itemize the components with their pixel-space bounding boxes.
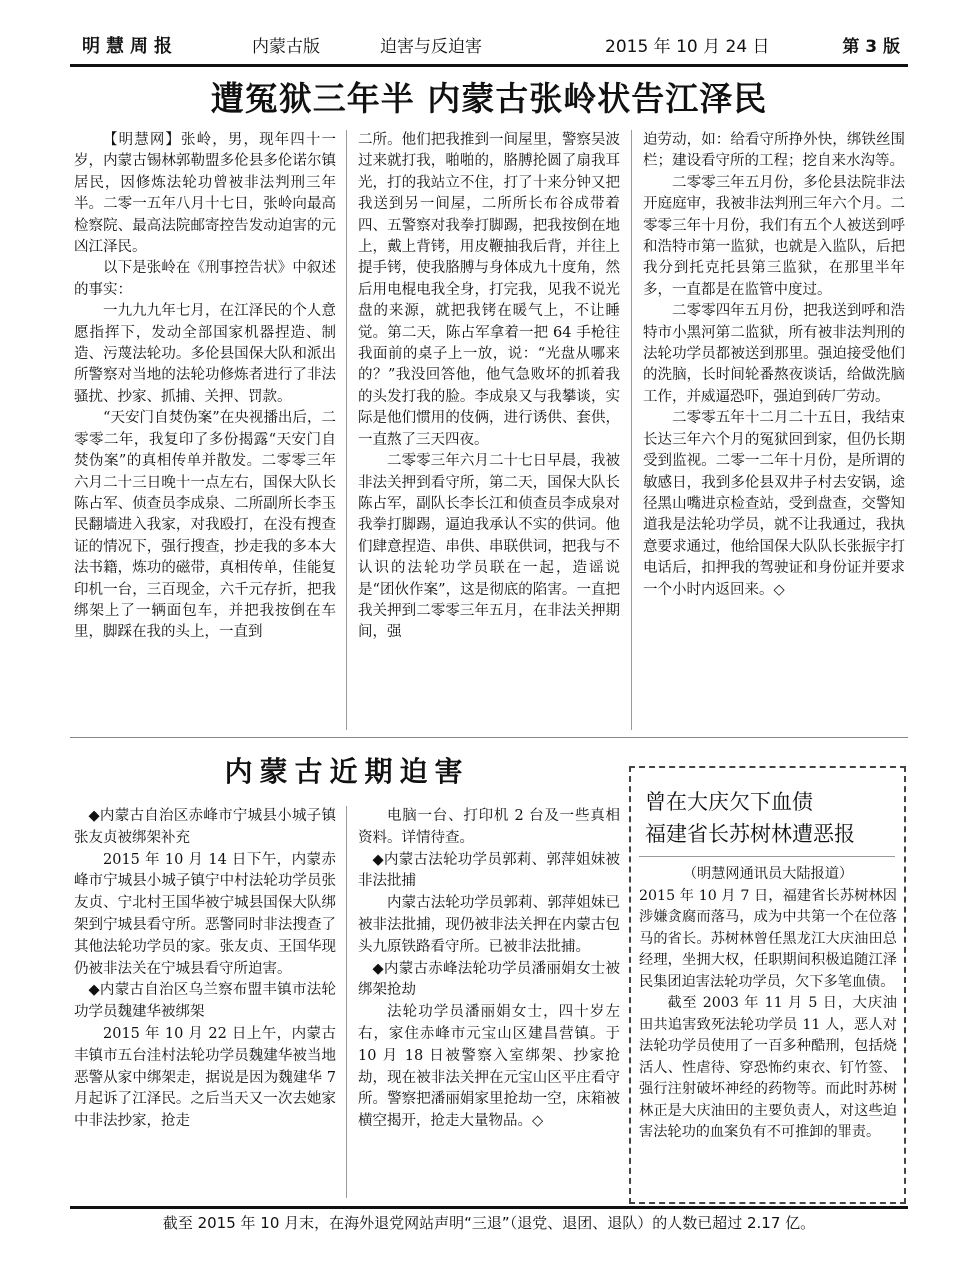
sidebar-source: （明慧网通讯员大陆报道） bbox=[682, 866, 854, 882]
section-divider bbox=[70, 737, 908, 738]
news-item-title: ◆内蒙古自治区赤峰市宁城县小城子镇张友贞被绑架补充 bbox=[74, 808, 336, 846]
sidebar-title bbox=[645, 786, 895, 850]
article-paragraph: 二零零五年十二月二十五日，我结束长达三年六个月的冤狱回到家，但仍长期受到监视。二零一二年十月份，是所谓的敏感日，我到多伦县双井子村去安锅，途径黑山嘴进京检查站，受到盘查，交警知道我是法轮功学员，就不让我通过，我执意要求通过，他给国保大队队长张振宇打电话后，扣押我的驾驶证和身份证并要求一个小时内返回来。◇ bbox=[643, 410, 905, 598]
sidebar-paragraph: 2015 年 10 月 7 日，福建省长苏树林因涉嫌贪腐而落马，成为中共第一个在位落马的省长。苏树林曾任黑龙江大庆油田总经理，坐拥大权，任职期间积极追随江泽民集团迫害法轮功学员，欠下多笔血债。 bbox=[639, 887, 897, 990]
news-item-title: ◆内蒙古法轮功学员郭莉、郭萍姐妹被非法批捕 bbox=[358, 851, 620, 890]
sidebar-box bbox=[629, 766, 906, 1204]
news-item-title: ◆内蒙古赤峰法轮功学员潘丽娟女士被绑架抢劫 bbox=[358, 960, 620, 999]
article-paragraph: 二所。他们把我推到一间屋里，警察吴波过来就打我，啪啪的，胳膊抡圆了扇我耳光，打的我站立不住，打了十来分钟又把我送到另一间屋，二所所长布谷成带着四、五警察对我拳打脚踢，把我按倒在地上，戴上背铐，用皮鞭抽我后背，并往上提手铐，使我胳膊与身体成九十度角，然后用电棍电我全身，打完我，见我不说光盘的来源，就把我铐在暖气上，不让睡觉。第二天，陈占军拿着一把 64 手枪往我面前的桌子上一放，说：“光盘从哪来的？”我没回答他，他气急败坏的抓着我的头发打我的脸。李成泉又与我攀谈，实际是他们惯用的伎俩，进行诱供、套供，一直熬了三天四夜。 bbox=[358, 132, 620, 448]
article-column-3 bbox=[643, 130, 905, 601]
article-paragraph: 二零零三年六月二十七日早晨，我被非法关押到看守所，第二天，国保大队长陈占军，副队长李长江和侦查员李成泉对我拳打脚踢，逼迫我承认不实的供词。他们肆意捏造、串供、串联供词，把我与不认识的法轮功学员联在一起，造谣说是“团伙作案”，这是彻底的陷害。一直把我关押到二零零三年五月，在非法关押期间，强 bbox=[358, 453, 620, 641]
recent-column-2 bbox=[358, 806, 620, 1133]
sidebar-title-line-1: 曾在大庆欠下血债 bbox=[645, 790, 813, 814]
news-item-body: 内蒙古法轮功学员郭莉、郭萍姐妹已被非法批捕，现仍被非法关押在内蒙古包头九原铁路看守所。已被非法批捕。 bbox=[358, 895, 620, 955]
sidebar-body bbox=[639, 864, 897, 1144]
issue-date: 2015 年 10 月 24 日 bbox=[605, 37, 770, 57]
article-column-1 bbox=[74, 130, 336, 644]
main-headline: 遭冤狱三年半 内蒙古张岭状告江泽民 bbox=[210, 79, 768, 118]
news-item-body: 2015 年 10 月 14 日下午，内蒙赤峰市宁城县小城子镇宁中村法轮功学员张友贞、宁北村王国华被宁城县国保大队绑架到宁城县看守所。恶警同时非法搜查了其他法轮功学员的家。张友贞、王国华现仍被非法关在宁城县看守所迫害。 bbox=[74, 851, 336, 977]
article-paragraph: “天安门自焚伪案”在央视播出后，二零零二年，我复印了多份揭露“天安门自焚伪案”的真相传单并散发。二零零三年六月二十三日晚十一点左右，国保大队长陈占军、侦查员李成泉、二所副所长李玉民翻墙进入我家，对我殴打，在没有搜查证的情况下，强行搜查，抄走我的多本大法书籍，炼功的磁带，真相传单，佳能复印机一台，三百现金，六千元存折，把我绑架上了一辆面包车，并把我按倒在车里，脚踩在我的头上，一直到 bbox=[74, 410, 336, 641]
sidebar-paragraph: 截至 2003 年 11 月 5 日，大庆油田共追害致死法轮功学员 11 人，恶人对法轮功学员使用了一百多种酷刑，包括烧活人、性虐待、穿恐怖约束衣、钉竹签、强行注射破坏神经的药物等。而此时苏树林正是大庆油田的主要负责人，对这些迫害法轮功的血案负有不可推卸的罪责。 bbox=[639, 995, 897, 1140]
column-divider bbox=[346, 806, 347, 1198]
masthead: 明慧周报 bbox=[82, 36, 178, 57]
news-item-body: 法轮功学员潘丽娟女士，四十岁左右，家住赤峰市元宝山区建昌营镇。于 10 月 18 日被警察入室绑架、抄家抢劫，现在被非法关押在元宝山区平庄看守所。警察把潘丽娟家里抢劫一空，床箱被横空揭开，抢走大量物品。◇ bbox=[358, 1004, 620, 1130]
page-number: 第 3 版 bbox=[842, 37, 900, 57]
column-divider bbox=[346, 130, 347, 730]
article-paragraph: 二零零三年五月份，多伦县法院非法开庭庭审，我被非法判刑三年六个月。二零零三年十月份，我们有五个人被送到呼和浩特市第一监狱，也就是入监队，后把我分到托克托县第三监狱，在那里半年多，一直都是在监管中度过。 bbox=[643, 174, 905, 298]
footer-rule bbox=[70, 1206, 908, 1209]
article-paragraph: 以下是张岭在《刑事控告状》中叙述的事实： bbox=[74, 260, 336, 298]
footer-note: 截至 2015 年 10 月末，在海外退党网站声明“三退”（退党、退团、退队）的人数已超过 2.17 亿。 bbox=[162, 1214, 816, 1232]
article-paragraph: 迫劳动，如：给看守所挣外快，绑铁丝围栏；建设看守所的工程；挖自来水沟等。 bbox=[643, 132, 905, 170]
article-paragraph: 二零零四年五月份，把我送到呼和浩特市小黑河第二监狱，所有被非法判刑的法轮功学员都被送到那里。强迫接受他们的洗脑，长时间轮番熬夜谈话，给做洗脑工作，并威逼恐吓，强迫到砖厂劳动。 bbox=[643, 303, 905, 405]
sidebar-title-line-2: 福建省长苏树林遭恶报 bbox=[645, 822, 855, 846]
column-divider bbox=[631, 130, 632, 730]
recent-column-1 bbox=[74, 806, 336, 1133]
edition-label: 内蒙古版 bbox=[252, 37, 320, 57]
news-item-body: 电脑一台、打印机 2 台及一些真相资料。详情待查。 bbox=[358, 808, 620, 846]
article-paragraph: 【明慧网】张岭，男，现年四十一岁，内蒙古锡林郭勒盟多伦县多伦诺尔镇居民，因修炼法轮功曾被非法判刑三年半。二零一五年八月十七日，张岭向最高检察院、最高法院邮寄控告发动迫害的元凶江泽民。 bbox=[74, 132, 336, 256]
article-paragraph: 一九九九年七月，在江泽民的个人意愿指挥下，发动全部国家机器捏造、制造、污蔑法轮功。多伦县国保大队和派出所警察对当地的法轮功修炼者进行了非法骚扰、抄家、抓捕、关押、罚款。 bbox=[74, 303, 336, 405]
sidebar-divider bbox=[639, 856, 895, 857]
news-item-title: ◆内蒙古自治区乌兰察布盟丰镇市法轮功学员魏建华被绑架 bbox=[74, 982, 336, 1021]
news-item-body: 2015 年 10 月 22 日上午，内蒙古丰镇市五台洼村法轮功学员魏建华被当地恶警从家中绑架走，据说是因为魏建华 7 月起诉了江泽民。之后当天又一次去她家中非法抄家，抢走 bbox=[74, 1025, 336, 1130]
page-header bbox=[70, 36, 908, 67]
recent-persecution-headline: 内蒙古近期迫害 bbox=[224, 755, 470, 788]
article-column-2 bbox=[358, 130, 620, 644]
section-label: 迫害与反迫害 bbox=[380, 37, 482, 57]
